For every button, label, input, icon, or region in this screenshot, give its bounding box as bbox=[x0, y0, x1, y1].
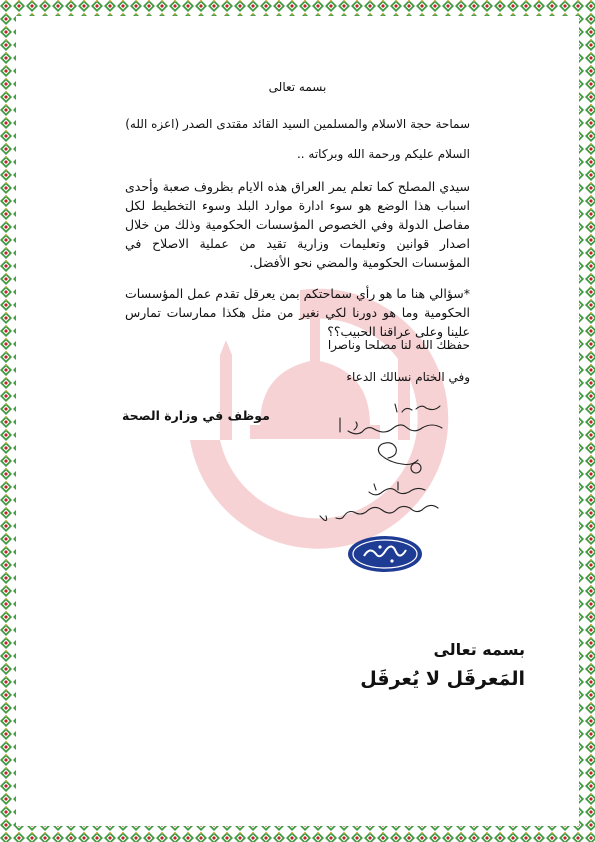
letter-closing-line-1: حفظك الله لنا مصلحا وناصرا bbox=[327, 338, 470, 352]
letter-closing-line-2: وفي الختام نسالك الدعاء bbox=[346, 370, 470, 384]
handwritten-reply-signature bbox=[300, 398, 450, 533]
letter-body-paragraph-1: سيدي المصلح كما تعلم يمر العراق هذه الايام بظروف صعبة وأحدى اسباب هذا الوضع هو سوء ادارة موارد البلد وسوء التخطيط لكل مفاصل الدولة وفي الخصوص المؤسسات الحكومية وذلك من خلال اصدار قوانين وتعليمات وزارية تقيد من عملية الاصلاح في المؤسسات الحكومية والمضي نحو الأفضل. bbox=[125, 179, 470, 270]
letter-greeting: السلام عليكم ورحمة الله وبركاته .. bbox=[296, 147, 470, 161]
letter-sender: موظف في وزارة الصحة bbox=[122, 408, 270, 423]
letter-salutation: بسمه تعالى bbox=[268, 80, 327, 94]
official-seal-stamp bbox=[346, 534, 424, 574]
footer-reply: المَعرقَل لا يُعرقَل bbox=[360, 668, 525, 690]
letter-addressee: سماحة حجة الاسلام والمسلمين السيد القائد مقتدى الصدر (اعزه الله) bbox=[125, 117, 470, 131]
footer-heading: بسمه تعالى bbox=[433, 640, 525, 659]
letter-body-paragraph-2: *سؤالي هنا ما هو رأي سماحتكم بمن يعرقل تقدم عمل المؤسسات الحكومية وما هو دورنا لكي نغير من مثل هكذا ممارسات تمارس علينا وعلى عراقنا الحبيب؟؟ bbox=[125, 286, 470, 339]
